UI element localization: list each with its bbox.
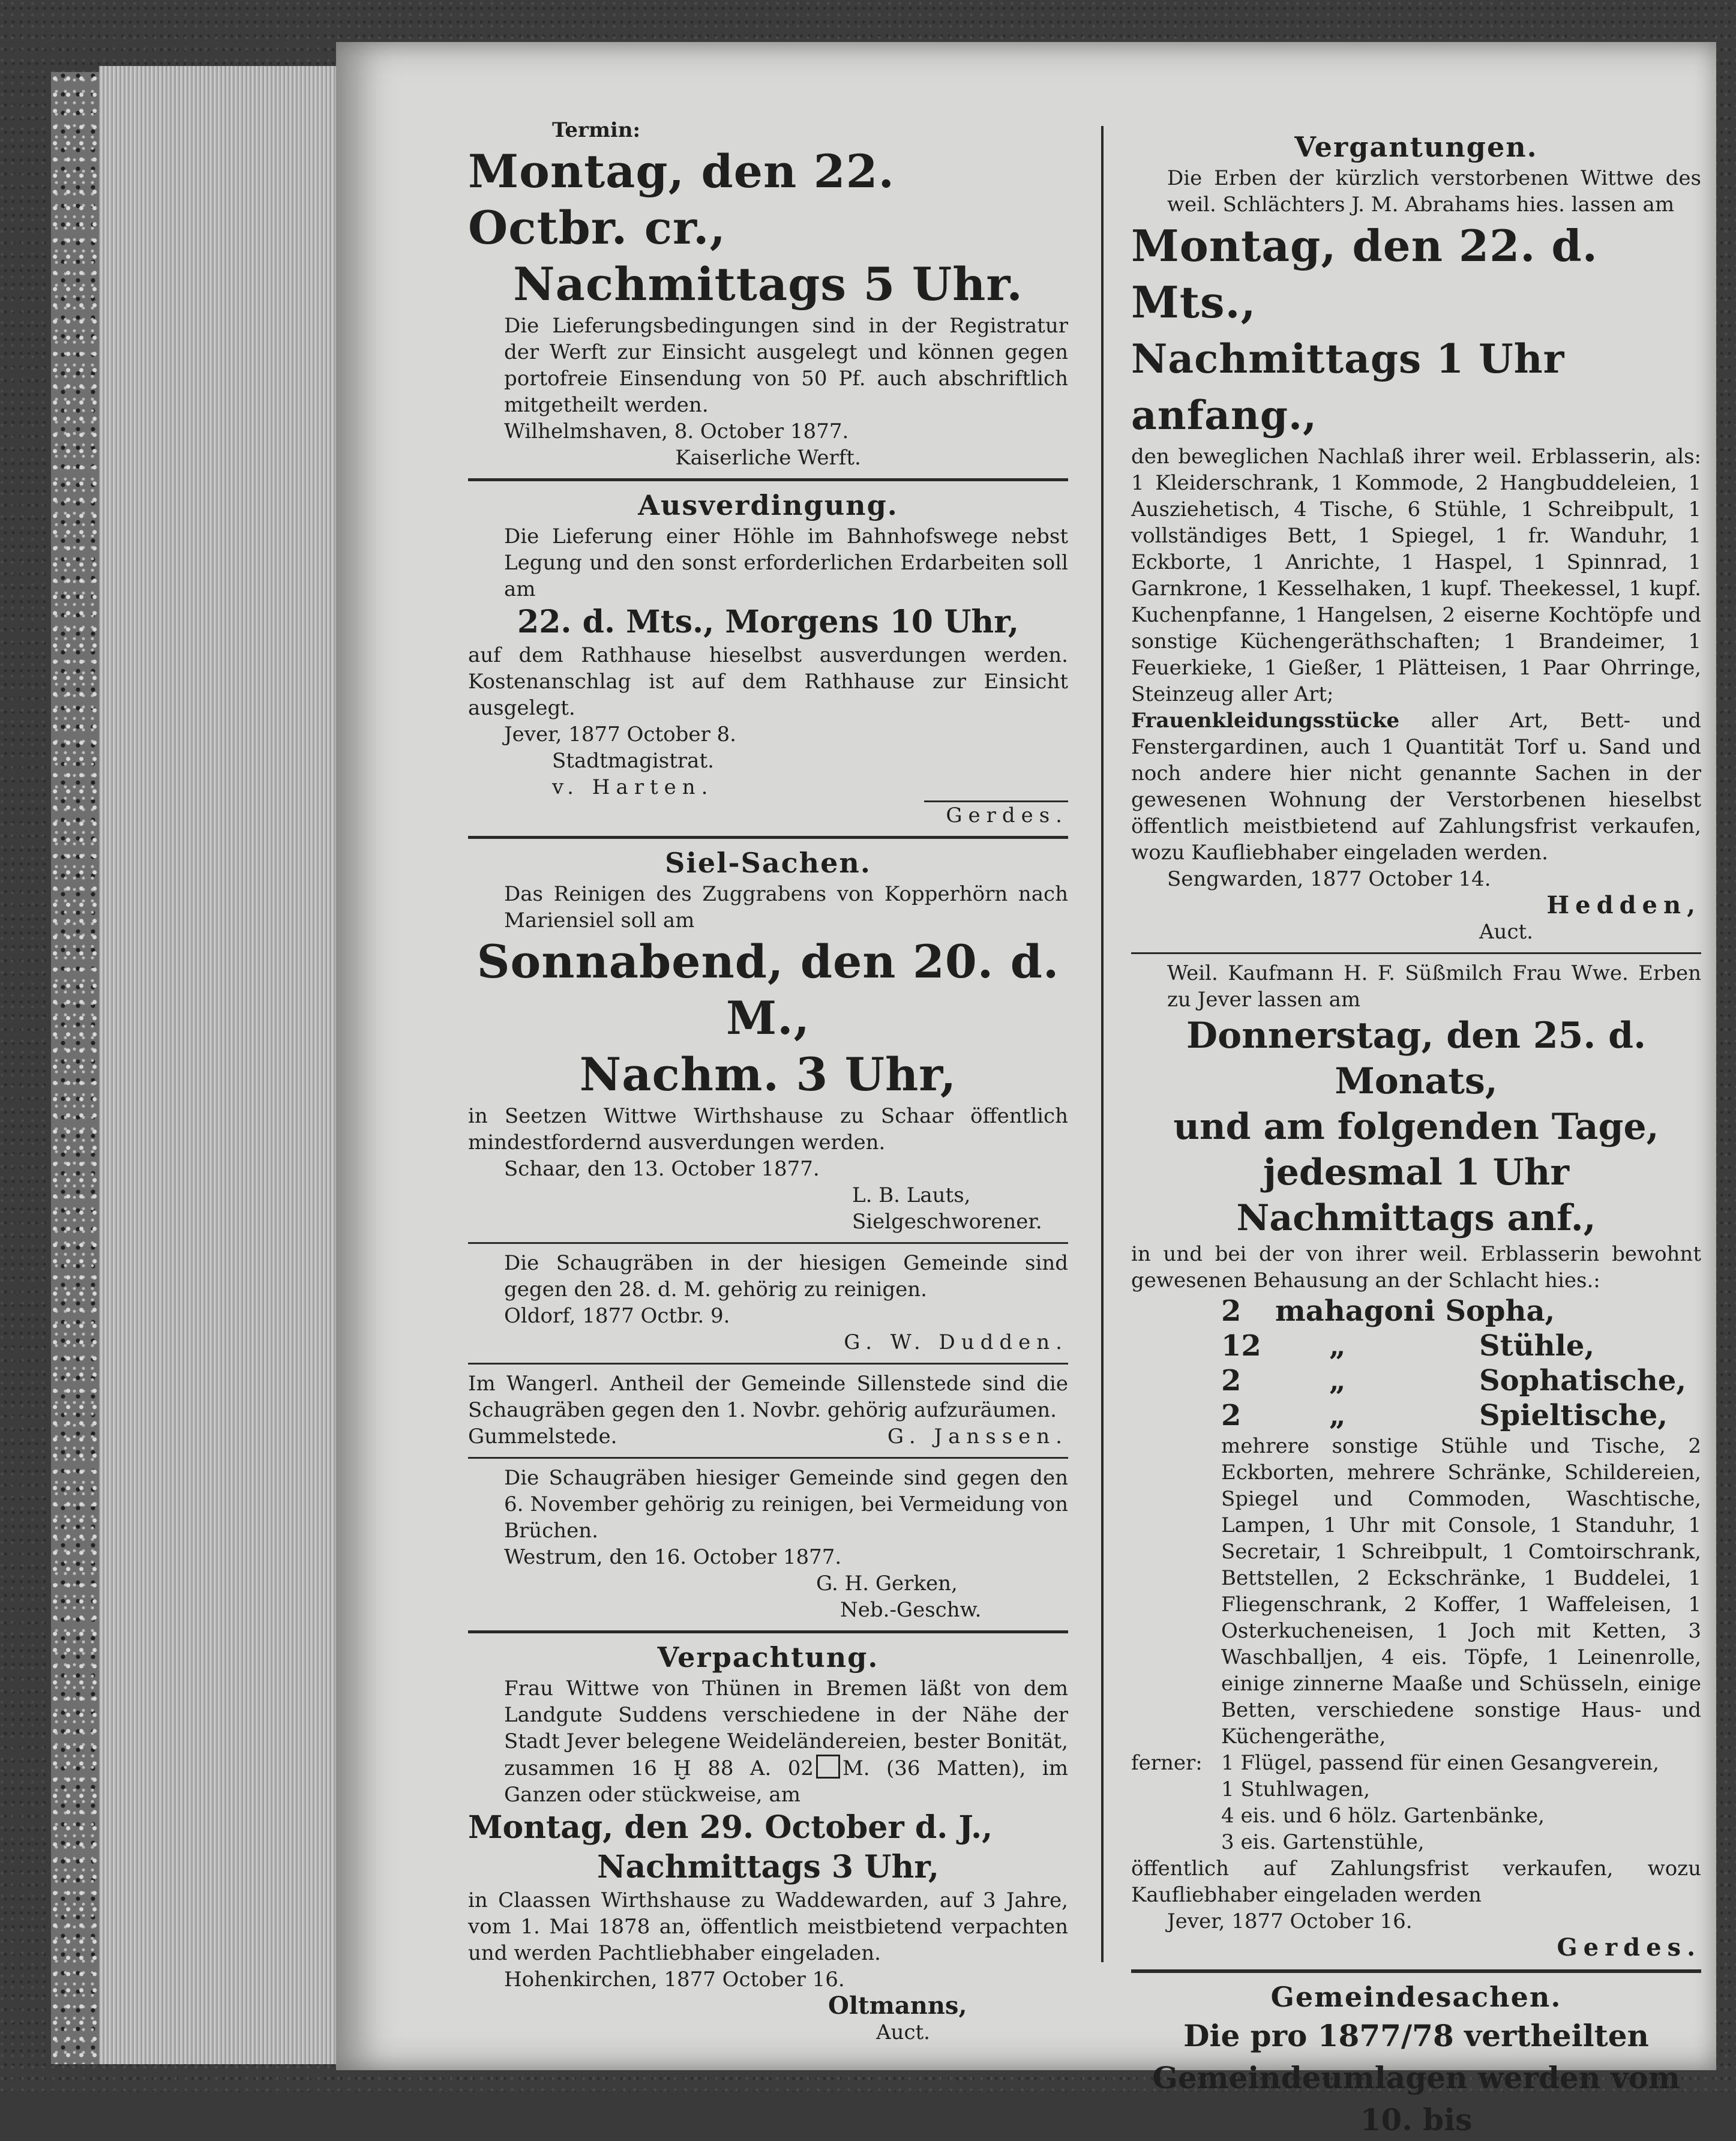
oldorf-signature: G. W. Dudden. — [844, 1330, 1068, 1354]
left-column — [468, 117, 1068, 2046]
gemeindesachen-notice — [1131, 1979, 1701, 2141]
vergantungen-signature: Hedden, — [1546, 891, 1701, 919]
siel-date: Sonnabend, den 20. d. M., — [476, 935, 1060, 1045]
suessmilch-place-date: Jever, 1877 October 16. — [1167, 1909, 1413, 1933]
ferner-block — [1131, 1750, 1701, 1855]
verpachtung-notice — [468, 1639, 1068, 2046]
ausverdingung-text1: Die Lieferung einer Höhle im Bahnhofswege nebst Legung und den sonst erforderlichen Erdarbeiten soll am — [504, 524, 1068, 601]
gemeindesachen-heading: Gemeindesachen. — [1270, 1981, 1562, 2013]
divider — [468, 1630, 1068, 1633]
ausverdingung-place-date: Jever, 1877 October 8. — [504, 722, 736, 746]
item-qty: 12 — [1221, 1329, 1261, 1363]
termin-place-date: Wilhelmshaven, 8. October 1877. — [504, 419, 849, 443]
suessmilch-signature: Gerdes. — [1557, 1933, 1701, 1962]
suessmilch-text1: Weil. Kaufmann H. F. Süßmilch Frau Wwe. Erben zu Jever lassen am — [1167, 961, 1701, 1012]
suessmilch-items — [1131, 1294, 1701, 1433]
suessmilch-text2: in und bei der von ihrer weil. Erblasserin bewohnt gewesenen Behausung an der Schlacht hies.: — [1131, 1242, 1701, 1293]
item-ditto: „ — [1329, 1329, 1346, 1363]
item-row — [1221, 1363, 1701, 1398]
suessmilch-notice — [1131, 960, 1701, 1961]
vergantungen-text3-bold: Frauenkleidungsstücke — [1131, 709, 1400, 733]
divider — [468, 1242, 1068, 1244]
verpachtung-time: Nachmittags 3 Uhr, — [596, 1849, 940, 1885]
vergantungen-text2: den beweglichen Nachlaß ihrer weil. Erblasserin, als: 1 Kleiderschrank, 1 Kommode, 2 Hangbuddeleien, 1 Ausziehetisch, 4 Tische, 6 Stühle, 1 Schreibpult, 1 vollständiges Bett, 1 Spiegel, 1 fr. Wanduhr, 1 Eckborte, 1 Anrichte, 1 Haspel, 1 Spinnrad, 1 Garnkrone, 1 Kesselhaken, 1 kupf. Theekessel, 1 kupf. Kuchenpfanne, 1 Hangelsen, 2 eiserne Kochtöpfe und sonstige Küchengeräthschaften; 1 Brandeimer, 1 Feuerkieke, 1 Gießer, 1 Plätteisen, 1 Paar Ohrringe, Steinzeug aller Art; — [1131, 445, 1701, 706]
vergantungen-place-date: Sengwarden, 1877 October 14. — [1167, 867, 1491, 891]
suessmilch-text3: mehrere sonstige Stühle und Tische, 2 Eckborten, mehrere Schränke, Schildereien, Spiegel und Commoden, Waschtische, Lampen, 1 Uhr mit Console, 1 Standuhr, 1 Secretair, 1 Schreibpult, 1 Comtoirschrank, Bettstellen, 2 Eckschränke, 1 Buddelei, 1 Fliegenschrank, 2 Koffer, 1 Waffeleisen, 1 Osterkucheneisen, 1 Joch mit Ketten, 3 Waschballjen, 4 eis. Töpfe, 1 Leinenrolle, einige zinnerne Maaße und Schüsseln, einige Betten, verschiedene sonstige Haus- und Küchengeräthe, — [1221, 1434, 1701, 1749]
vergantungen-time: Nachmittags 1 Uhr anfang., — [1131, 335, 1565, 439]
ferner-item: 1 Stuhlwagen, — [1221, 1777, 1371, 1801]
verpachtung-place-date: Hohenkirchen, 1877 October 16. — [504, 1968, 845, 1992]
verpachtung-role: Auct. — [876, 2020, 930, 2044]
gemeindesachen-text: Die pro 1877/78 vertheilten Gemeindeumlagen werden vom 10. bis — [1152, 2018, 1680, 2137]
westrum-notice — [468, 1465, 1068, 1623]
item-ditto: „ — [1329, 1399, 1346, 1432]
termin-notice — [468, 117, 1068, 471]
verpachtung-date: Montag, den 29. October d. J., — [468, 1809, 993, 1846]
ferner-item: 4 eis. und 6 hölz. Gartenbänke, — [1221, 1804, 1545, 1828]
verpachtung-heading: Verpachtung. — [657, 1641, 879, 1674]
wangerl-notice — [468, 1371, 1068, 1450]
vergantungen-text3 — [1131, 707, 1701, 866]
wangerl-place: Gummelstede. — [468, 1425, 617, 1449]
vergantungen-text3-rest: aller Art, Bett- und Fenstergardinen, auch 1 Quantität Torf u. Sand und noch andere hier nicht genannte Sachen in der gewesenen Wohnung der Verstorbenen hieselbst öffentlich meistbietend auf Zahlungsfrist verkaufen, wozu Kaufliebhaber eingeladen werden. — [1131, 709, 1701, 865]
vergantungen-date: Montag, den 22. d. Mts., — [1131, 220, 1598, 328]
item-name: Spieltische, — [1479, 1399, 1668, 1432]
item-row — [1221, 1329, 1701, 1363]
square-rod-symbol-icon — [816, 1755, 840, 1779]
westrum-role: Neb.-Geschw. — [840, 1598, 982, 1622]
verpachtung-text2: in Claassen Wirthshause zu Waddewarden, auf 3 Jahre, vom 1. Mai 1878 an, öffentlich meistbietend verpachten und werden Pachtliebhaber eingeladen. — [468, 1888, 1068, 1965]
ausverdingung-notice — [468, 487, 1068, 829]
oldorf-place-date: Oldorf, 1877 Octbr. 9. — [504, 1304, 730, 1328]
vergantungen-text1: Die Erben der kürzlich verstorbenen Wittwe des weil. Schlächters J. M. Abrahams hies. lassen am — [1167, 166, 1701, 217]
siel-time: Nachm. 3 Uhr, — [579, 1048, 957, 1101]
vergantungen-role: Auct. — [1479, 920, 1533, 944]
divider — [1131, 1969, 1701, 1973]
wangerl-signature: G. Janssen. — [887, 1425, 1068, 1449]
verpachtung-text1 — [468, 1675, 1068, 1808]
ferner-item: 3 eis. Gartenstühle, — [1221, 1830, 1425, 1854]
ferner-label: ferner: — [1131, 1751, 1203, 1775]
vergantungen-notice — [1131, 129, 1701, 945]
suessmilch-date1: Donnerstag, den 25. d. Monats, — [1186, 1015, 1646, 1102]
oldorf-notice — [468, 1250, 1068, 1356]
siel-signature: L. B. Lauts, — [852, 1183, 971, 1207]
termin-text: Die Lieferungsbedingungen sind in der Registratur der Werft zur Einsicht ausgelegt und können gegen portofreie Einsendung von 50 Pf. auch abschriftlich mitgetheilt werden. — [504, 314, 1068, 417]
item-ditto: „ — [1329, 1364, 1346, 1398]
ausverdingung-signature: v. Harten. — [552, 775, 714, 799]
verpachtung-text1-a: Frau Wittwe von Thünen in Bremen läßt von dem Landgute Suddens verschiedene in der Nähe der Stadt Jever belegene Weideländereien, bester Bonität, zusammen 16 Ḫ 88 A. 02 — [504, 1677, 1068, 1780]
suessmilch-date3: jedesmal 1 Uhr Nachmittags anf., — [1236, 1152, 1596, 1239]
termin-signature: Kaiserliche Werft. — [675, 446, 861, 470]
item-row — [1221, 1398, 1701, 1433]
wangerl-text: Im Wangerl. Antheil der Gemeinde Sillenstede sind die Schaugräben gegen den 1. Novbr. gehörig aufzuräumen. — [468, 1372, 1068, 1422]
item-row — [1221, 1294, 1701, 1329]
verpachtung-signature: Oltmanns, — [828, 1992, 967, 2020]
siel-place-date: Schaar, den 13. October 1877. — [504, 1157, 820, 1181]
item-name: Sophatische, — [1479, 1364, 1687, 1398]
ferner-list — [1221, 1750, 1659, 1855]
divider — [468, 836, 1068, 839]
vergantungen-heading: Vergantungen. — [1294, 131, 1538, 163]
siel-notice — [468, 845, 1068, 1235]
divider — [1131, 952, 1701, 954]
verpachtung-text1-b: M. (36 Matten), im Ganzen oder stückweise, am — [504, 1756, 1069, 1807]
column-divider — [1101, 126, 1104, 1962]
westrum-text: Die Schaugräben hiesiger Gemeinde sind gegen den 6. November gehörig zu reinigen, bei Vermeidung von Brüchen. — [504, 1466, 1068, 1543]
westrum-signature: G. H. Gerken, — [816, 1572, 958, 1596]
termin-time: Nachmittags 5 Uhr. — [513, 257, 1023, 311]
ferner-item: 1 Flügel, passend für einen Gesangverein, — [1221, 1751, 1659, 1775]
item-qty: 2 — [1221, 1294, 1242, 1328]
ausverdingung-date: 22. d. Mts., Morgens 10 Uhr, — [517, 604, 1019, 640]
ausverdingung-authority: Stadtmagistrat. — [552, 749, 714, 773]
page-edges — [99, 66, 351, 2064]
siel-role: Sielgeschworener. — [852, 1210, 1042, 1234]
termin-date: Montag, den 22. Octbr. cr., — [468, 145, 895, 254]
right-column — [1131, 129, 1701, 2141]
siel-heading: Siel-Sachen. — [665, 847, 871, 879]
divider — [468, 478, 1068, 481]
siel-text1: Das Reinigen des Zuggrabens von Kopperhörn nach Mariensiel soll am — [504, 882, 1068, 932]
item-name: mahagoni Sopha, — [1275, 1294, 1555, 1328]
suessmilch-text4: öffentlich auf Zahlungsfrist verkaufen, wozu Kaufliebhaber eingeladen werden — [1131, 1857, 1701, 1907]
wangerl-footer — [468, 1423, 1068, 1450]
item-name: Stühle, — [1479, 1329, 1595, 1363]
siel-text2: in Seetzen Wittwe Wirthshause zu Schaar öffentlich mindestfordernd ausverdungen werden. — [468, 1104, 1068, 1155]
divider — [468, 1363, 1068, 1365]
divider — [468, 1457, 1068, 1459]
item-qty: 2 — [1221, 1364, 1242, 1398]
ausverdingung-signature2: Gerdes. — [924, 800, 1068, 829]
westrum-place-date: Westrum, den 16. October 1877. — [504, 1545, 842, 1569]
oldorf-text: Die Schaugräben in der hiesigen Gemeinde sind gegen den 28. d. M. gehörig zu reinigen. — [504, 1251, 1068, 1302]
ausverdingung-text2: auf dem Rathhause hieselbst ausverdungen werden. Kostenanschlag ist auf dem Rathhause zur Einsicht ausgelegt. — [468, 643, 1068, 720]
termin-label: Termin: — [552, 118, 641, 142]
ausverdingung-heading: Ausverdingung. — [638, 489, 898, 521]
suessmilch-date2: und am folgenden Tage, — [1173, 1106, 1659, 1148]
item-qty: 2 — [1221, 1399, 1242, 1432]
